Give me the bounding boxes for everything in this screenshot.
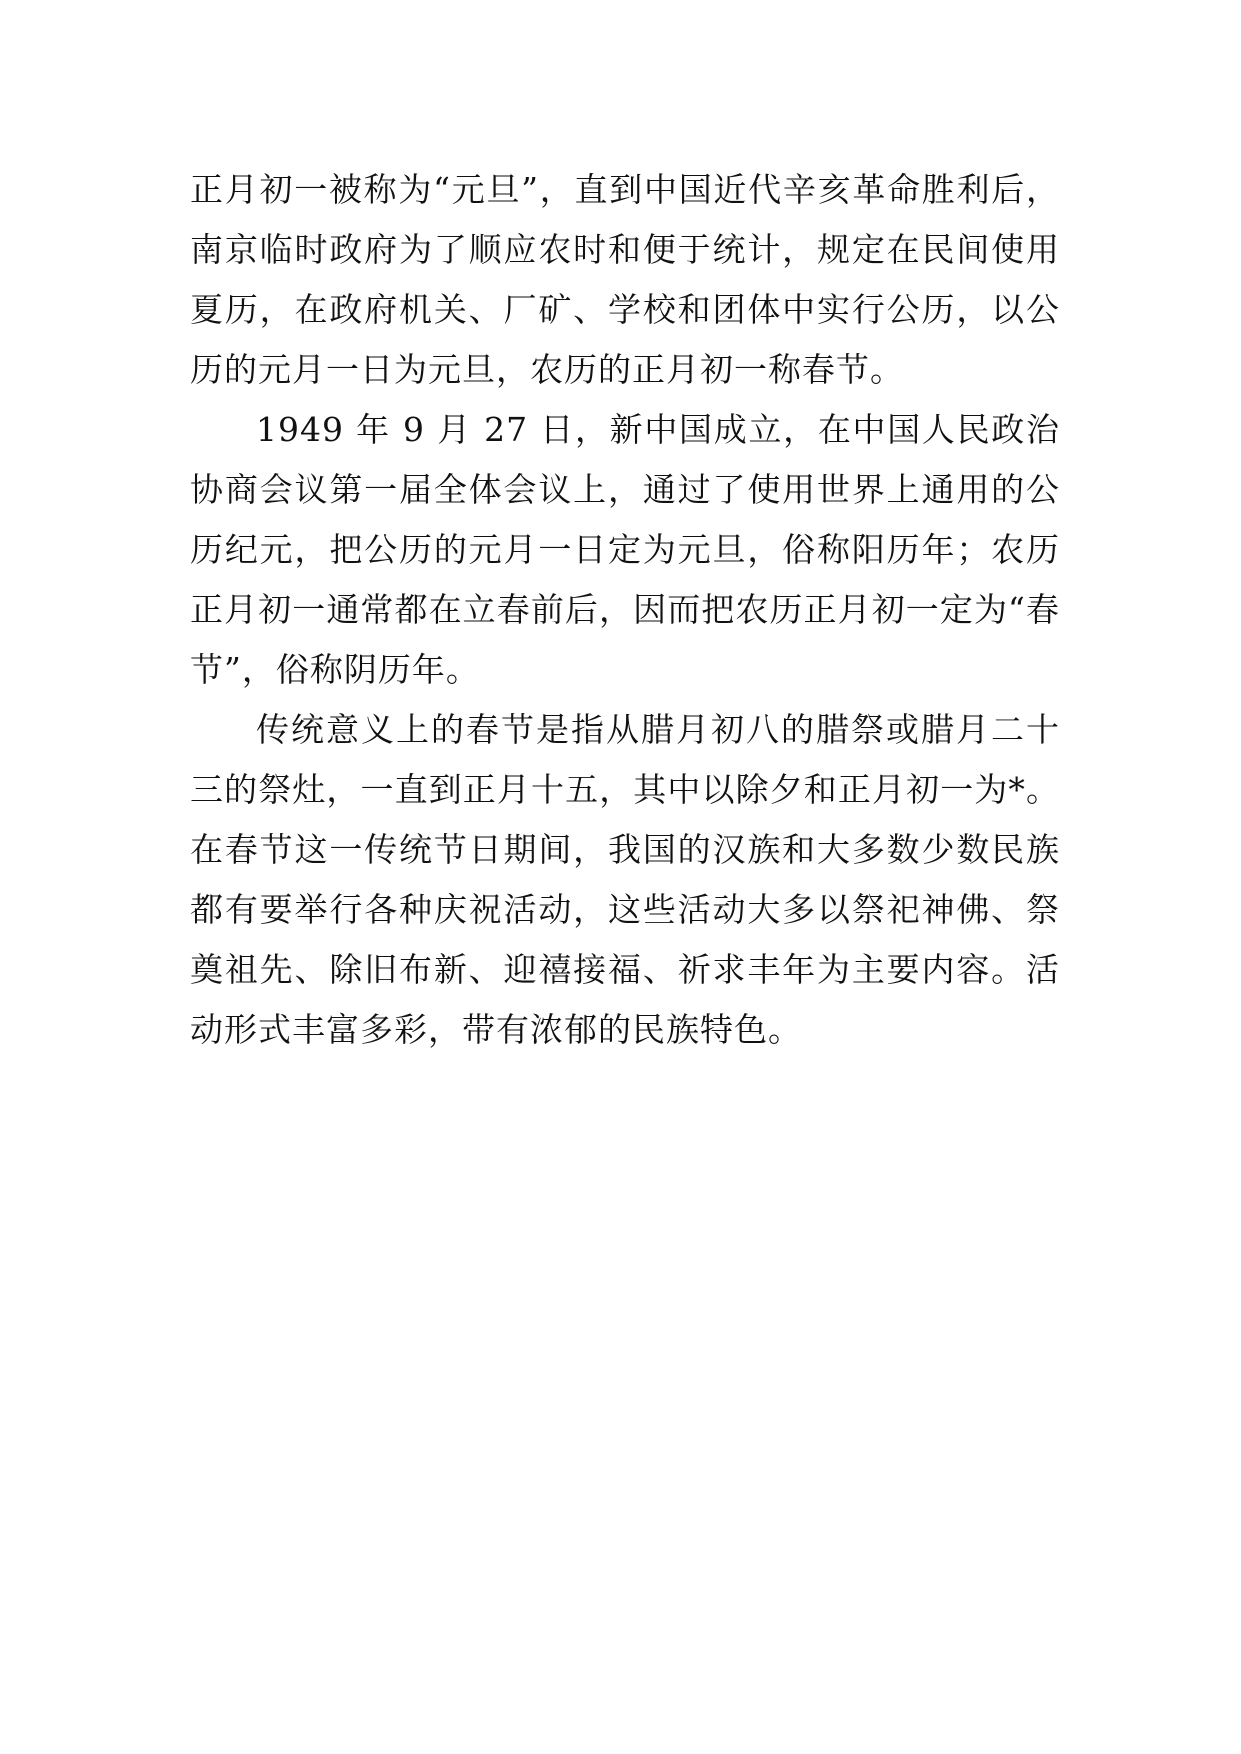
paragraph-1: 正月初一被称为“元旦”，直到中国近代辛亥革命胜利后，南京临时政府为了顺应农时和便于统计，规定在民间使用夏历，在政府机关、厂矿、学校和团体中实行公历，以公历的元月一日为元旦，农历的正月初一称春节。 bbox=[190, 170, 1060, 389]
paragraph-3: 传统意义上的春节是指从腊月初八的腊祭或腊月二十三的祭灶，一直到正月十五，其中以除夕和正月初一为*。在春节这一传统节日期间，我国的汉族和大多数少数民族都有要举行各种庆祝活动，这些活动大多以祭祀神佛、祭奠祖先、除旧布新、迎禧接福、祈求丰年为主要内容。活动形式丰富多彩，带有浓郁的民族特色。 bbox=[190, 710, 1060, 1049]
paragraph-2: 1949 年 9 月 27 日，新中国成立，在中国人民政治协商会议第一届全体会议上，通过了使用世界上通用的公历纪元，把公历的元月一日定为元旦，俗称阳历年；农历正月初一通常都在立春前后，因而把农历正月初一定为“春节”，俗称阴历年。 bbox=[190, 410, 1060, 689]
document-body bbox=[190, 160, 1060, 1060]
